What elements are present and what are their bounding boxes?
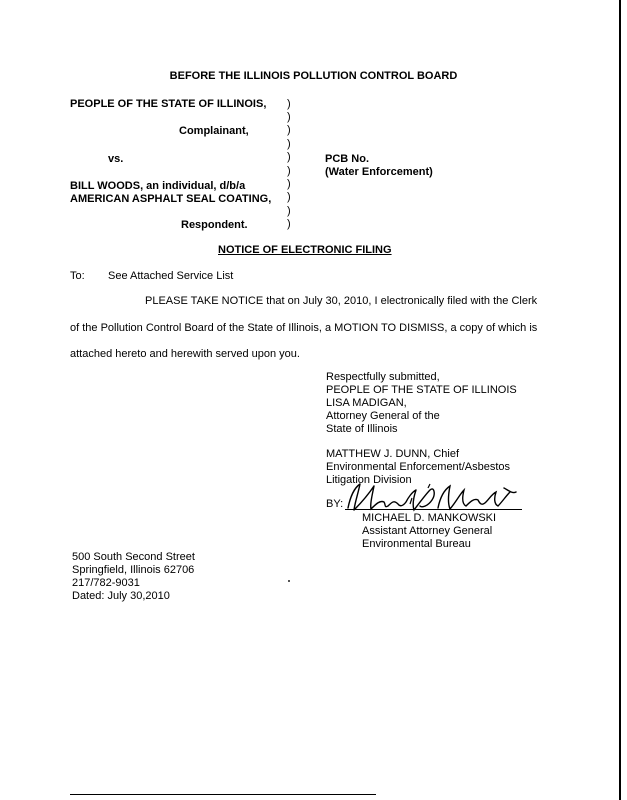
handwritten-signature [340,480,525,514]
paren: ) [287,178,291,190]
paren: ) [287,98,291,110]
scan-edge-bottom [70,794,376,795]
scan-speck [288,580,290,582]
address-street: 500 South Second Street [72,551,195,563]
paren: ) [287,191,291,203]
signer-title: Assistant Attorney General [362,525,493,537]
scan-edge-right [619,0,621,800]
caption-vs: vs. [108,153,124,165]
caption-defendant-line1: BILL WOODS, an individual, d/b/a [70,180,246,192]
sig-dunn: MATTHEW J. DUNN, Chief [326,448,460,460]
paren: ) [287,111,291,123]
signer-bureau: Environmental Bureau [362,538,471,550]
paren: ) [287,165,291,177]
body-line-3: attached hereto and herewith served upon you. [70,348,300,360]
sig-state: State of Illinois [326,423,398,435]
signer-name: MICHAEL D. MANKOWSKI [362,512,497,524]
document-title: BEFORE THE ILLINOIS POLLUTION CONTROL BOARD [169,70,458,82]
paren: ) [287,151,291,163]
paren: ) [287,218,291,230]
sig-division: Environmental Enforcement/Asbestos [326,461,511,473]
date-line: Dated: July 30,2010 [72,590,170,602]
caption-defendant-line2: AMERICAN ASPHALT SEAL COATING, [70,193,272,205]
caption-plaintiff: PEOPLE OF THE STATE OF ILLINOIS, [70,98,267,110]
paren: ) [287,138,291,150]
to-value: See Attached Service List [108,270,234,282]
body-line-1: PLEASE TAKE NOTICE that on July 30, 2010, I electronically filed with the Clerk [145,295,538,307]
body-line-2: of the Pollution Control Board of the State of Illinois, a MOTION TO DISMISS, a copy of which is [70,322,538,334]
by-label: BY: [326,498,344,510]
sig-litigation: Litigation Division [326,474,412,486]
caption-respondent: Respondent. [181,219,248,231]
paren: ) [287,205,291,217]
address-phone: 217/782-9031 [72,577,140,589]
to-label: To: [70,270,85,282]
notice-title: NOTICE OF ELECTRONIC FILING [218,244,392,256]
case-type: (Water Enforcement) [325,166,433,178]
caption-complainant: Complainant, [179,125,249,137]
sig-madigan: LISA MADIGAN, [326,397,407,409]
sig-respectfully: Respectfully submitted, [326,371,440,383]
address-city: Springfield, Illinois 62706 [72,564,195,576]
paren: ) [287,124,291,136]
case-number: PCB No. [325,153,369,165]
sig-attorney-general: Attorney General of the [326,410,440,422]
sig-people: PEOPLE OF THE STATE OF ILLINOIS [326,384,517,396]
